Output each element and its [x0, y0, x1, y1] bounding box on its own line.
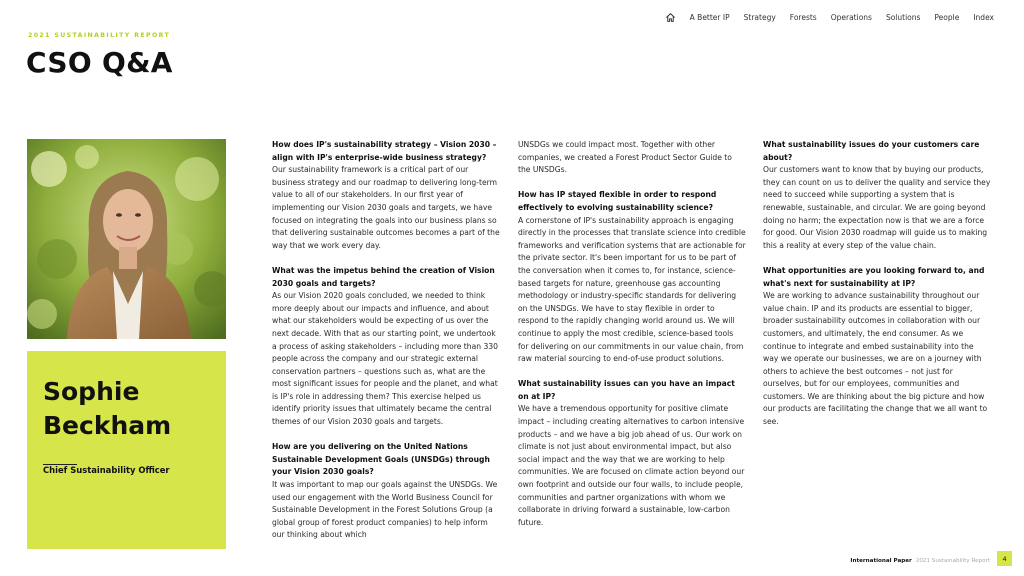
profile-name: Sophie Beckham: [43, 377, 172, 440]
question-vision-2030-impetus: What was the impetus behind the creation of Vision 2030 goals and targets?: [272, 265, 495, 288]
question-strategy-alignment: How does IP's sustainability strategy – Vision 2030 – align with IP's enterprise-wide business strategy?: [272, 140, 497, 162]
question-customer-issues: What sustainability issues do your customers care about?: [763, 140, 980, 162]
question-flexibility: How has IP stayed flexible in order to respond effectively to evolving sustainability science?: [518, 190, 717, 212]
qa-item: [272, 265, 500, 429]
nav-item-index[interactable]: Index: [973, 13, 994, 22]
portrait-photo: [27, 139, 226, 339]
qa-item: [272, 441, 500, 542]
answer-flexibility: A cornerstone of IP's sustainability approach is engaging directly in the processes that translate science into credible frameworks and verification systems that are actionable for the private sector. It's been important for us to be part of the conversation when it comes to, for instance, science-based targets for nature, greenhouse gas accounting methodology or industry-specific standards for delivering on the UNSDGs. We have to stay flexible in order to respond to the rapidly changing world around us. We will continue to apply the most credible, science-based tools for delivering on our commitments in our value chain, from raw material sourcing to end-of-use product solutions.: [518, 215, 746, 364]
qa-item: [763, 265, 991, 429]
answer-customer-issues: Our customers want to know that by buying our products, they can count on us to deliver the quality and service they need to succeed while supporting a system that is renewable, sustainable, and circular. We are going beyond doing no harm; the expectation now is that we are a force for good. Our Vision 2030 roadmap will guide us to making this a reality at every step of the value chain.: [763, 165, 991, 250]
nav-item-solutions[interactable]: Solutions: [885, 13, 921, 22]
question-opportunities: What opportunities are you looking forward to, and what's next for sustainability at IP?: [763, 265, 985, 288]
qa-item: [272, 139, 500, 252]
nav-item-strategy[interactable]: Strategy: [743, 13, 776, 22]
question-unsdgs: How are you delivering on the United Nations Sustainable Development Goals (UNSDGs) through your Vision 2030 goals?: [272, 442, 490, 477]
answer-unsdgs-continued: UNSDGs we could impact most. Together with other companies, we created a Forest Product Sector Guide to the UNSDGs.: [518, 140, 732, 175]
qa-column-2: [518, 139, 746, 542]
qa-item: [518, 378, 746, 529]
page-number: 4: [997, 551, 1012, 566]
home-icon[interactable]: [665, 12, 676, 23]
page-title: CSO Q&A: [26, 46, 173, 79]
nav-item-people[interactable]: People: [934, 13, 960, 22]
question-impact-issues: What sustainability issues can you have an impact on at IP?: [518, 379, 735, 401]
footer: [850, 558, 990, 564]
answer-vision-2030-impetus: As our Vision 2020 goals concluded, we needed to think more deeply about our impacts and influence, and about what our stakeholders would be expecting of us over the next decade. With that as our starting point, we undertook a process of asking stakeholders – including more than 330 people across the company and our strategic external conservation partners – questions such as, what are the most significant issues for people and the planet, and what is IP's role in addressing them? This exercise helped us identify priority issues that ultimately became the central themes of our Vision 2030 goals and targets.: [272, 291, 498, 427]
report-label: 2021 SUSTAINABILITY REPORT: [28, 32, 171, 39]
answer-unsdgs: It was important to map our goals against the UNSDGs. We used our engagement with the World Business Council for Sustainable Development in the Forest Solutions Group (a global group of forest product companies) to help inform our thinking about which: [272, 480, 498, 540]
answer-impact-issues: We have a tremendous opportunity for positive climate impact – including creating alternatives to carbon intensive products – and we have a big job ahead of us. Our work on climate is not just about environmental impact, but also social impact and the way that we are working to help communities. We are focused on climate action beyond our own footprint and outside our four walls, to include people, communities and partner organizations with whom we collaborate in driving forward a sustainable, low-carbon future.: [518, 404, 745, 527]
qa-column-1: [272, 139, 500, 555]
nav-item-forests[interactable]: Forests: [789, 13, 817, 22]
qa-item: [518, 139, 746, 177]
footer-brand: International Paper: [850, 558, 912, 564]
top-navigation: [665, 12, 994, 23]
profile-card: [27, 351, 226, 549]
profile-role: Chief Sustainability Officer: [43, 465, 170, 475]
nav-item-a-better-ip[interactable]: A Better IP: [689, 13, 730, 22]
footer-subtitle: 2021 Sustainability Report: [915, 558, 990, 564]
qa-column-3: [763, 139, 991, 441]
answer-strategy-alignment: Our sustainability framework is a critical part of our business strategy and our roadmap to delivering long-term value to all of our stakeholders. In our first year of implementing our Vision 2030 goals and targets, we have focused on integrating the goals into our business plans so that delivering sustainable outcomes becomes a part of the way that we work every day.: [272, 165, 500, 250]
qa-item: [763, 139, 991, 252]
qa-item: [518, 189, 746, 365]
nav-item-operations[interactable]: Operations: [830, 13, 872, 22]
answer-opportunities: We are working to advance sustainability throughout our value chain. IP and its products are essential to bigger, broader sustainability outcomes in collaboration with our customers, and ultimately, the end consumer. As we continue to integrate and embed sustainability into the way we operate our businesses, we are on a journey with others to achieve the best outcomes – not just for ourselves, but for our employees, communities and customers. We are thinking about the big picture and how our products are facilitating the change that we all want to see.: [763, 291, 988, 427]
